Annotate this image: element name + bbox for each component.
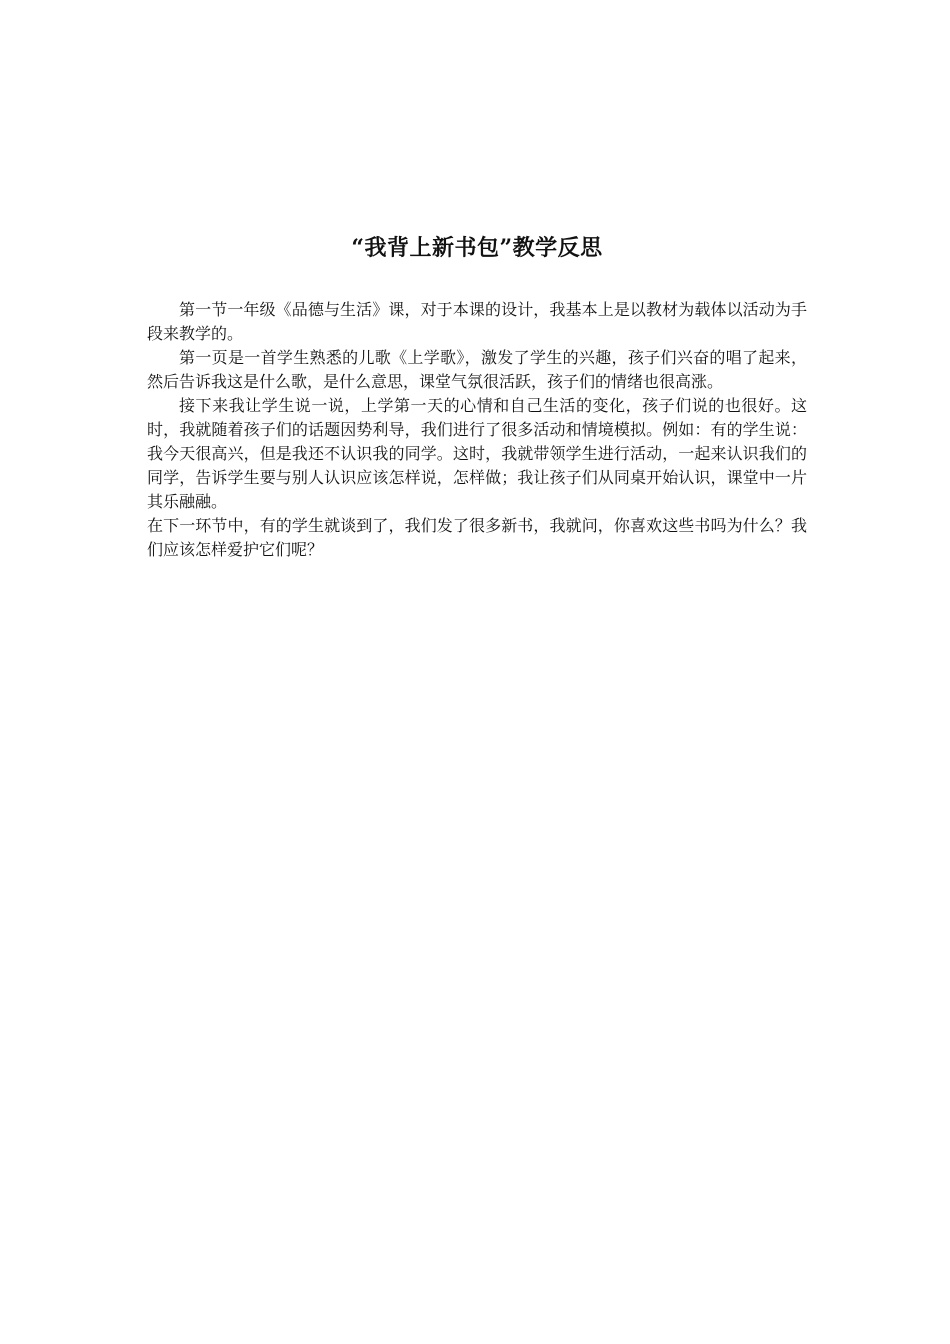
paragraph-4: 在下一环节中，有的学生就谈到了，我们发了很多新书，我就问，你喜欢这些书吗为什么？我们应该怎样爱护它们呢？ — [147, 516, 807, 559]
paragraph-2: 第一页是一首学生熟悉的儿歌《上学歌》，激发了学生的兴趣，孩子们兴奋的唱了起来，然后告诉我这是什么歌，是什么意思，课堂气氛很活跃，孩子们的情绪也很高涨。 — [147, 348, 807, 391]
paragraph-3: 接下来我让学生说一说，上学第一天的心情和自己生活的变化，孩子们说的也很好。这时，我就随着孩子们的话题因势利导，我们进行了很多活动和情境模拟。例如：有的学生说：我今天很高兴，但是我还不认识我的同学。这时，我就带领学生进行活动，一起来认识我们的同学，告诉学生要与别人认识应该怎样说，怎样做；我让孩子们从同桌开始认识，课堂中一片其乐融融。 — [147, 396, 807, 511]
document-title: “我背上新书包”教学反思 — [351, 235, 603, 261]
paragraph-1: 第一节一年级《品德与生活》课，对于本课的设计，我基本上是以教材为载体以活动为手段来教学的。 — [147, 300, 807, 343]
document-body — [147, 298, 807, 562]
